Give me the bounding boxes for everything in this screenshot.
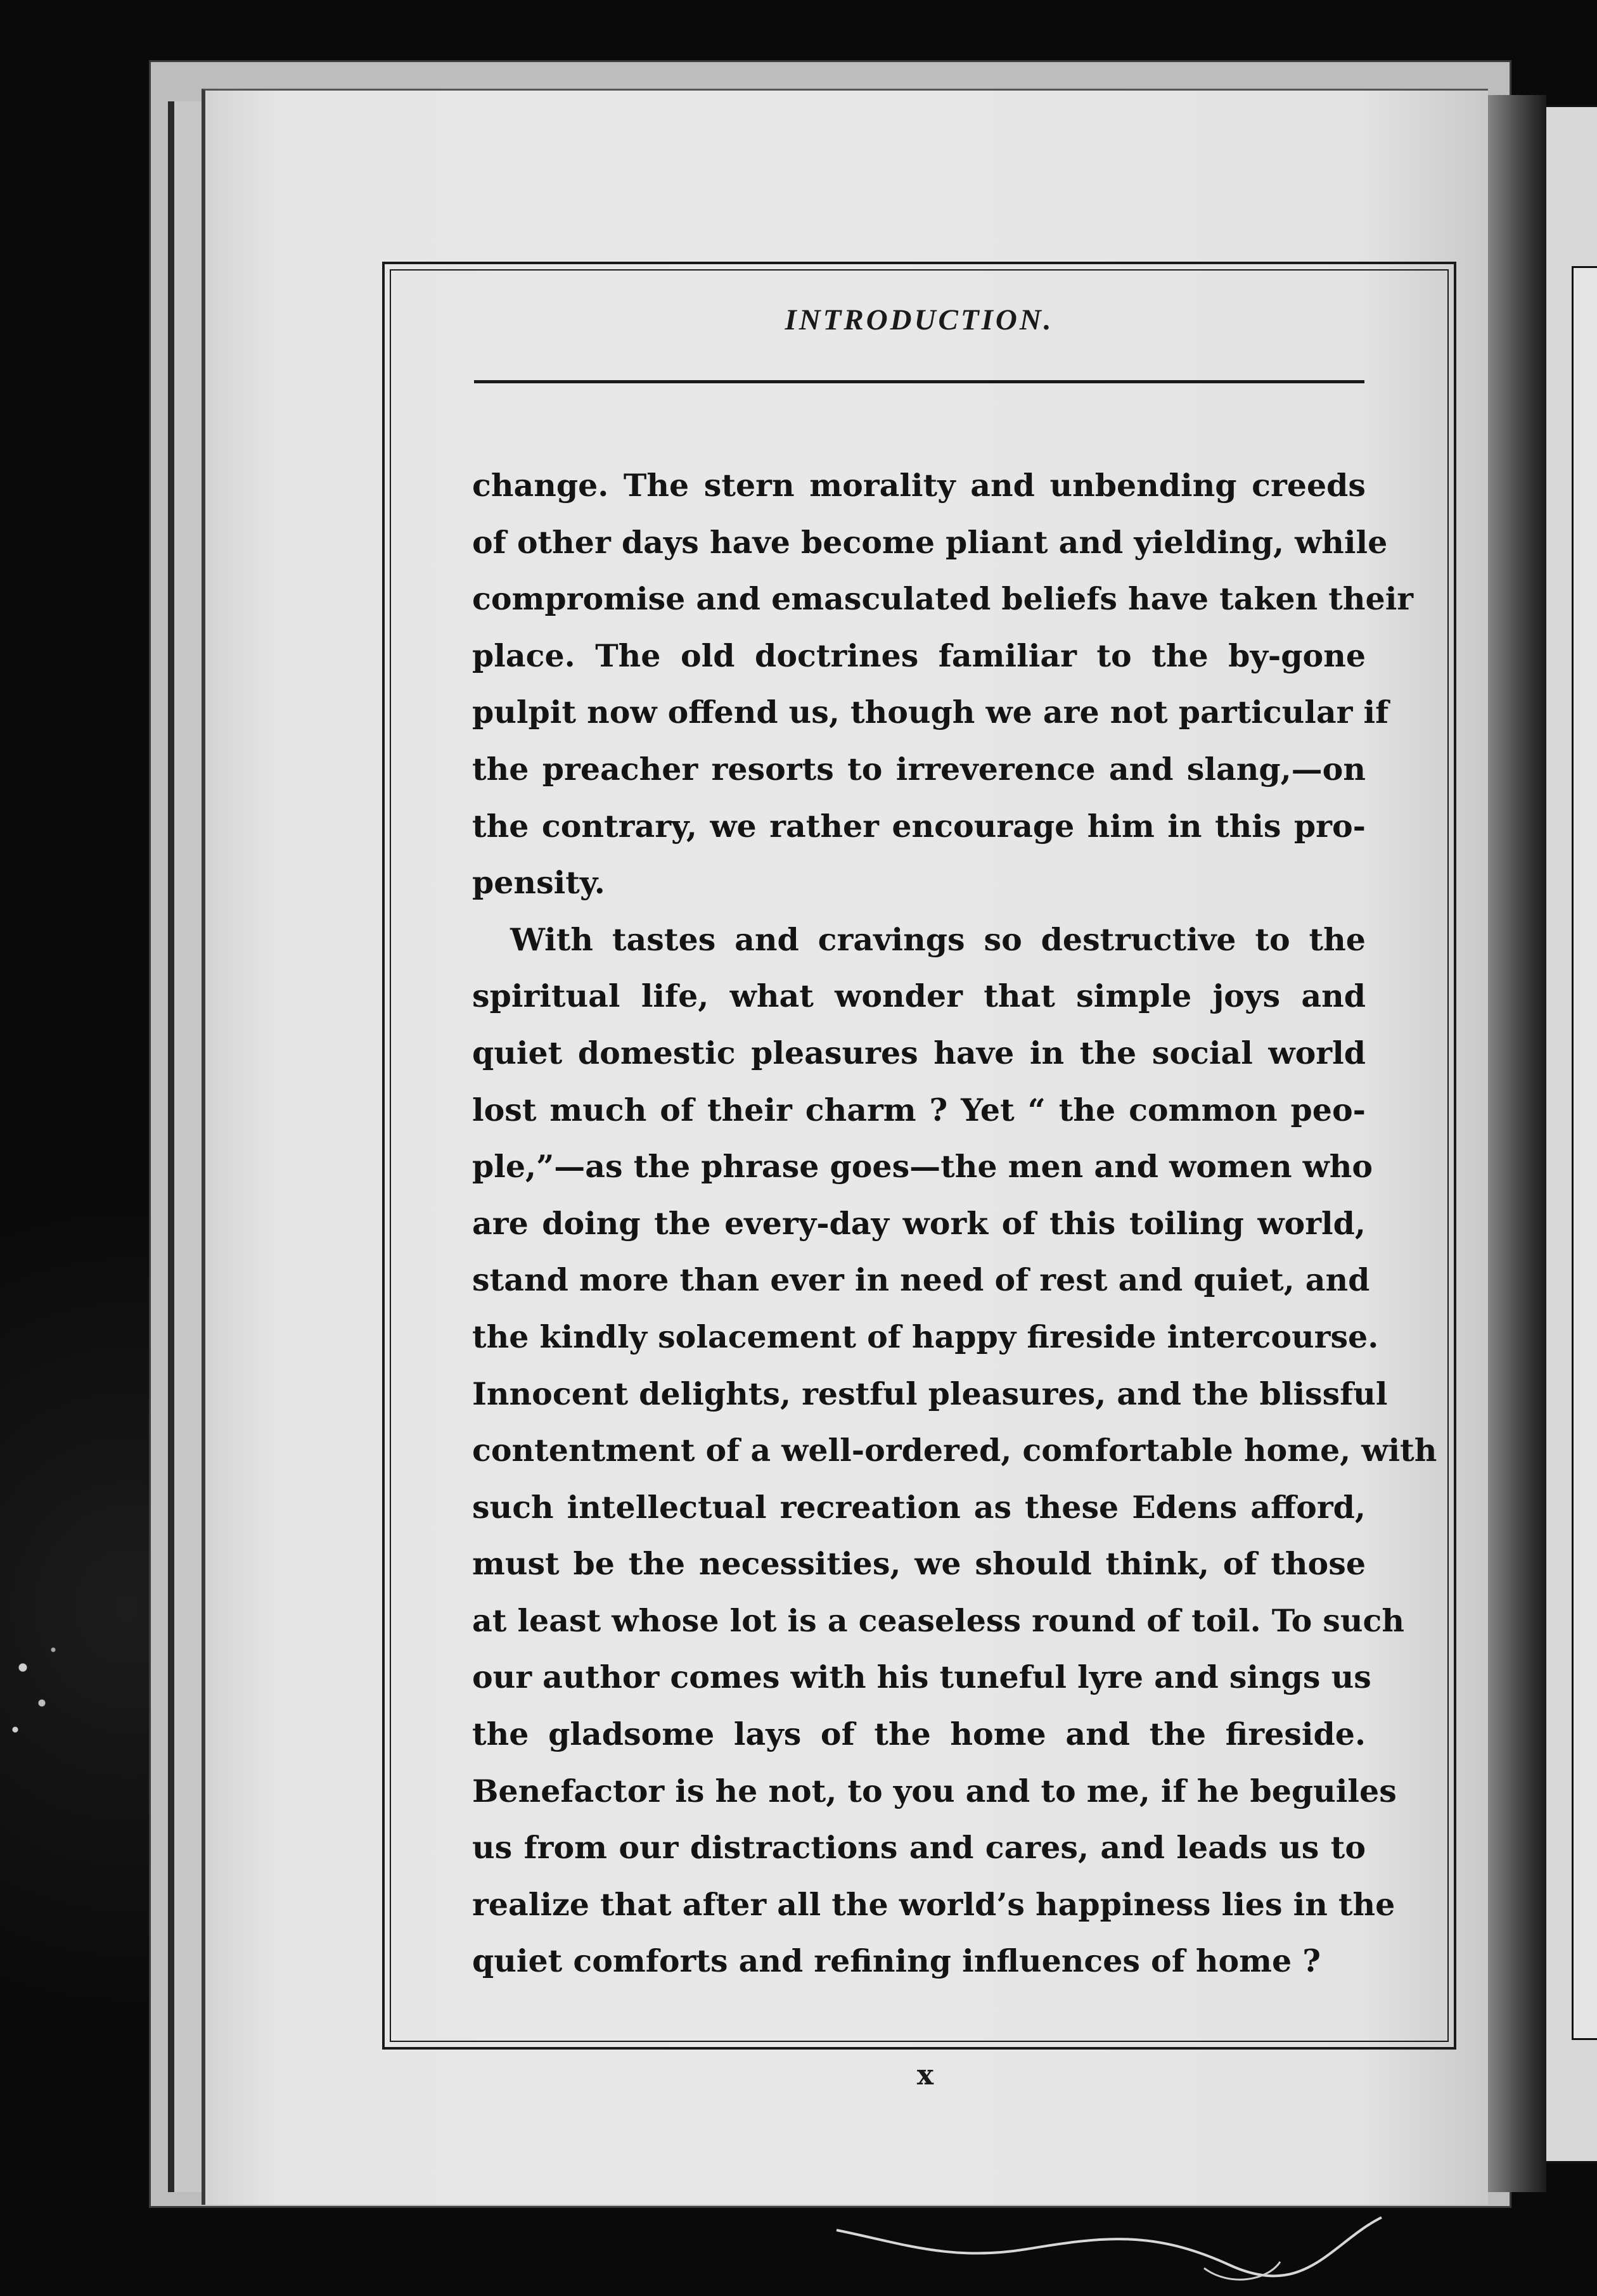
text-line: realize that after all the world’s happiness lies in the — [472, 1885, 1395, 1923]
text-line: spiritual life, what wonder that simple joys and — [472, 978, 1366, 1015]
text-line: us from our distractions and cares, and leads us to — [472, 1829, 1366, 1866]
text-line: Benefactor is he not, to you and to me, if he beguiles — [472, 1772, 1397, 1809]
text-line: quiet domestic pleasures have in the social world — [472, 1034, 1366, 1071]
page-number: x — [916, 2059, 934, 2091]
text-line: contentment of a well-ordered, comfortable home, with — [472, 1432, 1437, 1469]
text-line: stand more than ever in need of rest and quiet, and — [472, 1261, 1370, 1299]
text-line: the kindly solacement of happy fireside intercourse. — [472, 1318, 1379, 1355]
text-line: ple,”—as the phrase goes—the men and women who — [472, 1148, 1373, 1185]
body-text — [472, 457, 1437, 1990]
text-line: must be the necessities, we should think, of those — [472, 1545, 1366, 1583]
text-line: at least whose lot is a ceaseless round of toil. To such — [472, 1602, 1404, 1639]
text-line: lost much of their charm ? Yet “ the common peo- — [472, 1091, 1366, 1128]
text-line: the contrary, we rather encourage him in this pro- — [472, 807, 1366, 845]
text-line: our author comes with his tuneful lyre and sings us — [472, 1659, 1371, 1696]
adjacent-page-frame — [1572, 266, 1597, 2040]
text-line: of other days have become pliant and yielding, while — [472, 523, 1388, 561]
text-line: such intellectual recreation as these Edens afford, — [472, 1488, 1366, 1526]
text-line: compromise and emasculated beliefs have taken their — [472, 580, 1414, 618]
text-line: are doing the every-day work of this toiling world, — [472, 1204, 1366, 1242]
text-line: place. The old doctrines familiar to the by-gone — [472, 637, 1366, 674]
text-line: Innocent delights, restful pleasures, and the blissful — [472, 1375, 1388, 1412]
text-line: quiet comforts and refining influences of home ? — [472, 1942, 1321, 1980]
text-line: With tastes and cravings so destructive to the — [510, 921, 1366, 958]
text-line: pulpit now offend us, though we are not particular if — [472, 694, 1389, 731]
text-line: pensity. — [472, 864, 605, 902]
loose-thread — [824, 2205, 1394, 2293]
header-rule — [474, 380, 1364, 383]
scan-debris — [0, 1597, 76, 1774]
text-line: change. The stern morality and unbending creeds — [472, 467, 1366, 504]
text-line: the preacher resorts to irreverence and slang,—on — [472, 750, 1366, 788]
text-line: the gladsome lays of the home and the fireside. — [472, 1716, 1366, 1753]
running-title: INTRODUCTION. — [785, 303, 1054, 336]
